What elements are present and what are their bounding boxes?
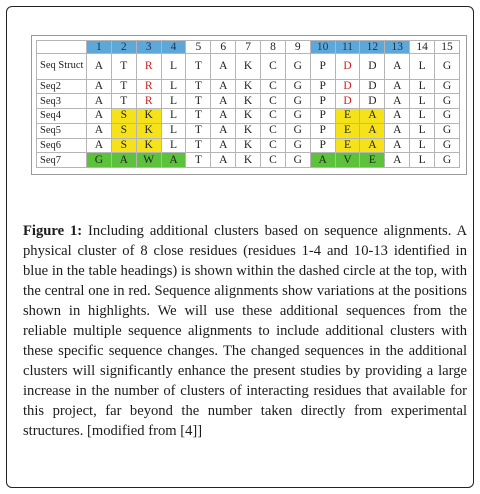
residue-cell: K bbox=[136, 109, 161, 124]
column-header: 10 bbox=[310, 41, 335, 54]
residue-cell: P bbox=[310, 109, 335, 124]
residue-cell: A bbox=[385, 94, 410, 109]
column-header: 3 bbox=[136, 41, 161, 54]
residue-cell: K bbox=[136, 123, 161, 138]
residue-cell: T bbox=[186, 54, 211, 80]
row-label: Seq4 bbox=[37, 109, 87, 124]
residue-cell: T bbox=[186, 123, 211, 138]
residue-cell: S bbox=[111, 123, 136, 138]
residue-cell: T bbox=[111, 79, 136, 94]
residue-cell: A bbox=[87, 109, 112, 124]
residue-cell: A bbox=[385, 153, 410, 168]
residue-cell: A bbox=[360, 138, 385, 153]
residue-cell: C bbox=[261, 79, 286, 94]
residue-cell: A bbox=[360, 109, 385, 124]
table-row bbox=[37, 123, 460, 138]
residue-cell: K bbox=[236, 94, 261, 109]
residue-cell: G bbox=[87, 153, 112, 168]
residue-cell: A bbox=[385, 79, 410, 94]
figure-frame bbox=[6, 6, 474, 488]
residue-cell: C bbox=[261, 138, 286, 153]
residue-cell: D bbox=[335, 94, 360, 109]
residue-cell: G bbox=[285, 94, 310, 109]
row-label: Seq7 bbox=[37, 153, 87, 168]
residue-cell: G bbox=[285, 109, 310, 124]
residue-cell: T bbox=[111, 54, 136, 80]
residue-cell: L bbox=[161, 138, 186, 153]
residue-cell: C bbox=[261, 94, 286, 109]
residue-cell: E bbox=[335, 109, 360, 124]
residue-cell: K bbox=[236, 79, 261, 94]
residue-cell: G bbox=[435, 123, 460, 138]
column-header: 4 bbox=[161, 41, 186, 54]
column-header: 12 bbox=[360, 41, 385, 54]
residue-cell: A bbox=[385, 138, 410, 153]
residue-cell: G bbox=[285, 153, 310, 168]
residue-cell: C bbox=[261, 54, 286, 80]
residue-cell: A bbox=[360, 123, 385, 138]
row-label: Seq Struct bbox=[37, 54, 87, 80]
residue-cell: K bbox=[136, 138, 161, 153]
residue-cell: A bbox=[211, 138, 236, 153]
residue-cell: T bbox=[186, 153, 211, 168]
residue-cell: P bbox=[310, 94, 335, 109]
residue-cell: L bbox=[161, 109, 186, 124]
residue-cell: E bbox=[335, 138, 360, 153]
row-label: Seq5 bbox=[37, 123, 87, 138]
column-header: 11 bbox=[335, 41, 360, 54]
residue-cell: L bbox=[161, 123, 186, 138]
residue-cell: L bbox=[161, 54, 186, 80]
residue-cell: L bbox=[410, 109, 435, 124]
residue-cell: A bbox=[87, 54, 112, 80]
residue-cell: A bbox=[161, 153, 186, 168]
residue-cell: K bbox=[236, 109, 261, 124]
sequence-alignment-table bbox=[36, 40, 460, 168]
residue-cell: D bbox=[360, 94, 385, 109]
residue-cell: A bbox=[87, 123, 112, 138]
residue-cell: R bbox=[136, 79, 161, 94]
residue-cell: A bbox=[211, 109, 236, 124]
residue-cell: A bbox=[211, 94, 236, 109]
residue-cell: R bbox=[136, 54, 161, 80]
residue-cell: D bbox=[335, 54, 360, 80]
residue-cell: K bbox=[236, 153, 261, 168]
residue-cell: G bbox=[435, 109, 460, 124]
figure-image bbox=[31, 35, 467, 175]
column-header: 2 bbox=[111, 41, 136, 54]
residue-cell: A bbox=[211, 54, 236, 80]
caption-text: Including additional clusters based on sequence alignments. A physical cluster of 8 close residues (residues 1-4 and 10-13 identified in blue in the table headings) is shown within the dashed circle at the top, with the central one in red. Sequence alignments show variations at the positions shown in highlights. We will use these additional sequences from the reliable multiple sequence alignments to include additional clusters with these specific sequence changes. The changed sequences in the additional clusters will significantly enhance the present studies by providing a large increase in the number of clusters of interacting residues that available for this project, far beyond the number taken directly from experimental structures. [modified from [4]] bbox=[23, 223, 467, 439]
residue-cell: T bbox=[186, 138, 211, 153]
residue-cell: P bbox=[310, 123, 335, 138]
table-row bbox=[37, 153, 460, 168]
residue-cell: C bbox=[261, 123, 286, 138]
table-row bbox=[37, 54, 460, 80]
residue-cell: G bbox=[435, 79, 460, 94]
residue-cell: A bbox=[87, 138, 112, 153]
residue-cell: L bbox=[410, 54, 435, 80]
residue-cell: V bbox=[335, 153, 360, 168]
residue-cell: E bbox=[360, 153, 385, 168]
residue-cell: L bbox=[410, 79, 435, 94]
residue-cell: D bbox=[360, 54, 385, 80]
residue-cell: K bbox=[236, 123, 261, 138]
residue-cell: K bbox=[236, 138, 261, 153]
residue-cell: P bbox=[310, 54, 335, 80]
residue-cell: A bbox=[211, 123, 236, 138]
residue-cell: P bbox=[310, 138, 335, 153]
residue-cell: L bbox=[161, 79, 186, 94]
residue-cell: A bbox=[87, 94, 112, 109]
table-corner-cell bbox=[37, 41, 87, 54]
column-header: 14 bbox=[410, 41, 435, 54]
residue-cell: A bbox=[211, 79, 236, 94]
residue-cell: G bbox=[285, 54, 310, 80]
residue-cell: G bbox=[435, 94, 460, 109]
column-header: 5 bbox=[186, 41, 211, 54]
column-header: 15 bbox=[435, 41, 460, 54]
residue-cell: L bbox=[410, 153, 435, 168]
residue-cell: A bbox=[385, 123, 410, 138]
residue-cell: T bbox=[186, 109, 211, 124]
column-header: 9 bbox=[285, 41, 310, 54]
residue-cell: T bbox=[186, 79, 211, 94]
residue-cell: A bbox=[111, 153, 136, 168]
residue-cell: R bbox=[136, 94, 161, 109]
residue-cell: L bbox=[161, 94, 186, 109]
residue-cell: C bbox=[261, 109, 286, 124]
residue-cell: L bbox=[410, 138, 435, 153]
residue-cell: E bbox=[335, 123, 360, 138]
column-header: 13 bbox=[385, 41, 410, 54]
table-header-row bbox=[37, 41, 460, 54]
residue-cell: G bbox=[285, 123, 310, 138]
residue-cell: A bbox=[385, 109, 410, 124]
residue-cell: A bbox=[211, 153, 236, 168]
table-row bbox=[37, 109, 460, 124]
figure-caption bbox=[23, 221, 467, 441]
row-label: Seq2 bbox=[37, 79, 87, 94]
caption-label: Figure 1: bbox=[23, 223, 83, 239]
residue-cell: A bbox=[385, 54, 410, 80]
residue-cell: T bbox=[111, 94, 136, 109]
table-row bbox=[37, 94, 460, 109]
residue-cell: P bbox=[310, 79, 335, 94]
column-header: 8 bbox=[261, 41, 286, 54]
row-label: Seq3 bbox=[37, 94, 87, 109]
residue-cell: S bbox=[111, 138, 136, 153]
residue-cell: D bbox=[335, 79, 360, 94]
residue-cell: G bbox=[285, 79, 310, 94]
column-header: 7 bbox=[236, 41, 261, 54]
residue-cell: L bbox=[410, 123, 435, 138]
residue-cell: G bbox=[435, 153, 460, 168]
column-header: 6 bbox=[211, 41, 236, 54]
residue-cell: L bbox=[410, 94, 435, 109]
residue-cell: A bbox=[310, 153, 335, 168]
column-header: 1 bbox=[87, 41, 112, 54]
table-row bbox=[37, 79, 460, 94]
residue-cell: K bbox=[236, 54, 261, 80]
row-label: Seq6 bbox=[37, 138, 87, 153]
residue-cell: C bbox=[261, 153, 286, 168]
residue-cell: A bbox=[87, 79, 112, 94]
residue-cell: S bbox=[111, 109, 136, 124]
table-row bbox=[37, 138, 460, 153]
residue-cell: G bbox=[435, 54, 460, 80]
residue-cell: D bbox=[360, 79, 385, 94]
residue-cell: W bbox=[136, 153, 161, 168]
residue-cell: G bbox=[285, 138, 310, 153]
residue-cell: T bbox=[186, 94, 211, 109]
residue-cell: G bbox=[435, 138, 460, 153]
